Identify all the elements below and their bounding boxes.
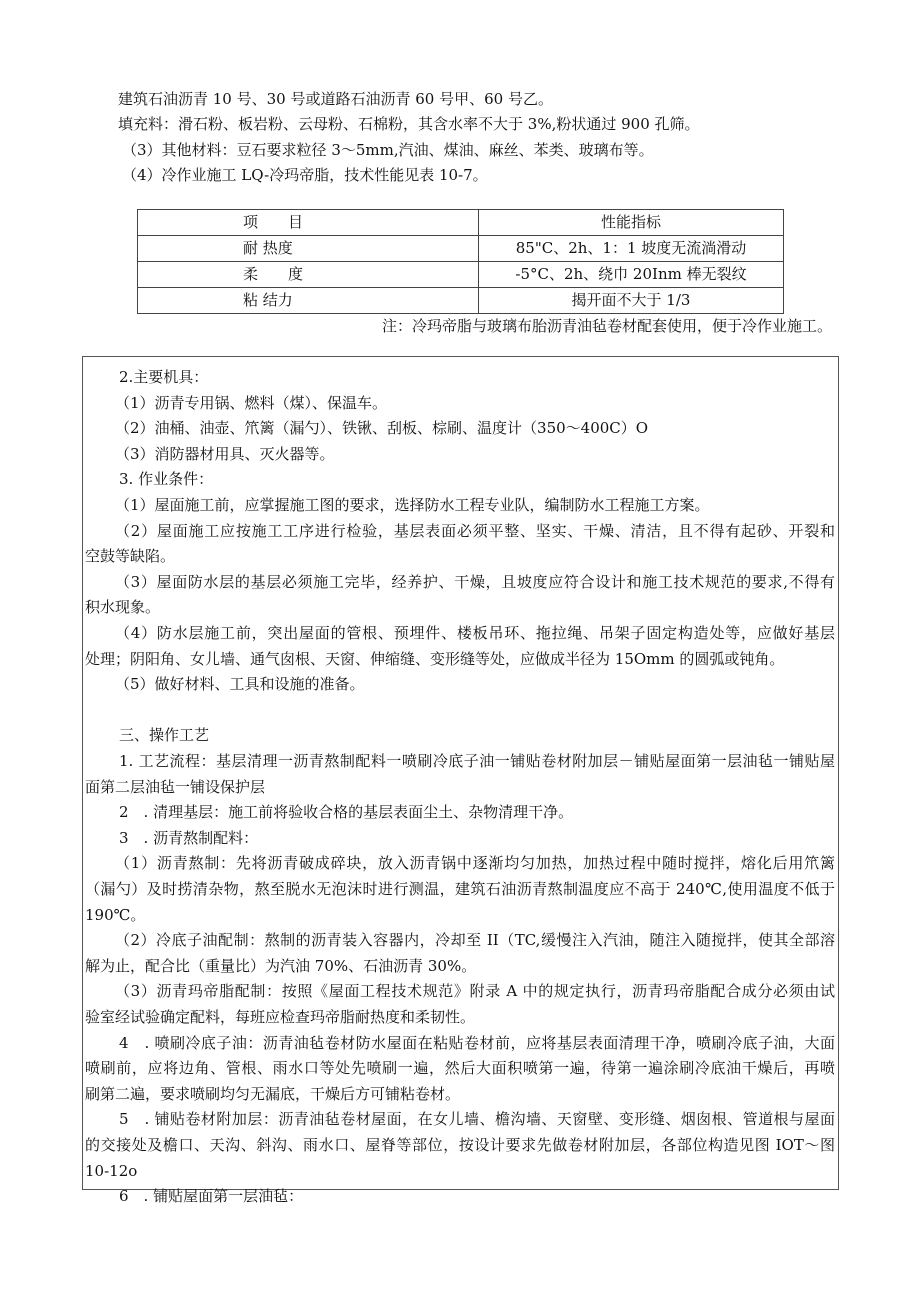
text-line: 5 . 铺贴卷材附加层：沥青油毡卷材屋面，在女儿墙、檐沟墙、天窗壁、变形缝、烟囱根、管道根与屋面 bbox=[119, 1110, 835, 1129]
cell-value: 85"C、2h、1：1 坡度无流淌滑动 bbox=[479, 236, 784, 262]
cell-item: 柔 度 bbox=[138, 262, 479, 288]
table-note: 注：冷玛帝脂与玻璃布胎沥青油毡卷材配套使用，便于冷作业施工。 bbox=[381, 317, 832, 335]
text-line: 空鼓等缺陷。 bbox=[85, 547, 176, 566]
text-line: （3）消防器材用具、灭火器等。 bbox=[115, 444, 335, 463]
text-line: 190℃。 bbox=[85, 905, 146, 924]
text-line: （3）其他材料：豆石要求粒径 3～5mm,汽油、煤油、麻丝、苯类、玻璃布等。 bbox=[122, 140, 654, 159]
text-line: （1）沥青熬制：先将沥青破成碎块，放入沥青锅中逐渐均匀加热，加热过程中随时搅拌，熔化后用笊篱 bbox=[115, 854, 835, 873]
text-line: 处理；阴阳角、女儿墙、通气囱根、天窗、伸缩缝、变形缝等处，应做成半径为 15Omm 的圆弧或钝角。 bbox=[85, 649, 785, 668]
text-line: （3）沥青玛帝脂配制：按照《屋面工程技术规范》附录 A 中的规定执行，沥青玛帝脂配合成分必须由试 bbox=[115, 982, 835, 1001]
text-line: 建筑石油沥青 10 号、30 号或道路石油沥青 60 号甲、60 号乙。 bbox=[118, 90, 553, 108]
text-line: 1. 工艺流程：基层清理一沥青熬制配料一喷刷冷底子油一铺贴卷材附加层－铺贴屋面第一层油毡一铺贴屋 bbox=[119, 752, 835, 770]
text-line: 面第二层油毡一铺设保护层 bbox=[85, 777, 266, 796]
text-line: 解为止，配合比（重量比）为汽油 70%、石油沥青 30%。 bbox=[85, 956, 477, 975]
table-header-row bbox=[138, 210, 784, 236]
table-row bbox=[138, 262, 784, 288]
text-line: （2）屋面施工应按施工工序进行检验，基层表面必须平整、坚实、干燥、清洁，且不得有起砂、开裂和 bbox=[115, 521, 835, 540]
text-line: （5）做好材料、工具和设施的准备。 bbox=[115, 675, 365, 694]
text-line: 10-12o bbox=[85, 1161, 138, 1180]
cell-value: 揭开面不大于 1/3 bbox=[479, 288, 784, 314]
performance-table bbox=[137, 209, 784, 314]
text-line: 刷第二遍，要求喷刷均匀无漏底，干燥后方可铺粘卷材。 bbox=[85, 1084, 461, 1103]
text-line: 3 . 沥青熬制配料： bbox=[119, 828, 259, 847]
text-line: （1）沥青专用锅、燃料（煤）、保温车。 bbox=[115, 393, 388, 412]
text-line: 积水现象。 bbox=[85, 598, 161, 617]
header-performance: 性能指标 bbox=[479, 210, 784, 236]
text-line: 填充料：滑石粉、板岩粉、云母粉、石棉粉，其含水率不大于 3%,粉状通过 900 孔筛。 bbox=[118, 115, 700, 134]
text-line: （2）油桶、油壶、笊篱（漏勺）、铁锹、刮板、棕刷、温度计（350～400C）O bbox=[115, 419, 649, 438]
text-line: 的交接处及檐口、天沟、斜沟、雨水口、屋脊等部位，按设计要求先做卷材附加层，各部位构造见图 IOT～图 bbox=[85, 1136, 835, 1154]
text-line: 验室经试验确定配料，每班应检查玛帝脂耐热度和柔韧性。 bbox=[85, 1008, 476, 1026]
cell-value: -5°C、2h、绕巾 20Inm 棒无裂纹 bbox=[479, 262, 784, 288]
text-line: （漏勺）及时捞清杂物，熬至脱水无泡沫时进行测温，建筑石油沥青熬制温度应不高于 240℃,使用温度不低于 bbox=[85, 880, 835, 898]
content-box bbox=[82, 356, 839, 1206]
text-line: 三、操作工艺 bbox=[119, 726, 210, 745]
header-item: 项 目 bbox=[138, 210, 479, 236]
text-line: 4 . 喷刷冷底子油：沥青油毡卷材防水屋面在粘贴卷材前，应将基层表面清理干净，喷刷冷底子油，大面 bbox=[119, 1033, 835, 1052]
intro-text bbox=[0, 0, 920, 200]
table-row bbox=[138, 236, 784, 262]
text-line: （4）冷作业施工 LQ-冷玛帝脂，技术性能见表 10-7。 bbox=[122, 165, 488, 184]
table-row bbox=[138, 288, 784, 314]
text-line: 6 . 铺贴屋面第一层油毡： bbox=[119, 1187, 304, 1206]
cell-item: 粘 结力 bbox=[138, 288, 479, 314]
text-line: （2）冷底子油配制：熬制的沥青装入容器内，冷却至 II（TC,缓慢注入汽油，随注入随搅拌，使其全部溶 bbox=[115, 931, 835, 950]
text-line: 2 . 清理基层：施工前将验收合格的基层表面尘土、杂物清理干净。 bbox=[119, 803, 574, 822]
text-line: （4）防水层施工前，突出屋面的管根、预埋件、楼板吊环、拖拉绳、吊架子固定构造处等，应做好基层 bbox=[115, 624, 835, 642]
text-line: 喷刷前，应将边角、管根、雨水口等处先喷刷一遍，然后大面积喷第一遍，待第一遍涂刷冷底油干燥后，再喷 bbox=[85, 1059, 835, 1078]
text-line: （3）屋面防水层的基层必须施工完毕，经养护、干燥，且坡度应符合设计和施工技术规范的要求,不得有 bbox=[115, 572, 835, 591]
text-line: 2.主要机具： bbox=[119, 368, 209, 386]
cell-item: 耐 热度 bbox=[138, 236, 479, 262]
text-line: （1）屋面施工前，应掌握施工图的要求，选择防水工程专业队，编制防水工程施工方案。 bbox=[115, 496, 710, 514]
text-line: 3. 作业条件： bbox=[119, 470, 214, 489]
